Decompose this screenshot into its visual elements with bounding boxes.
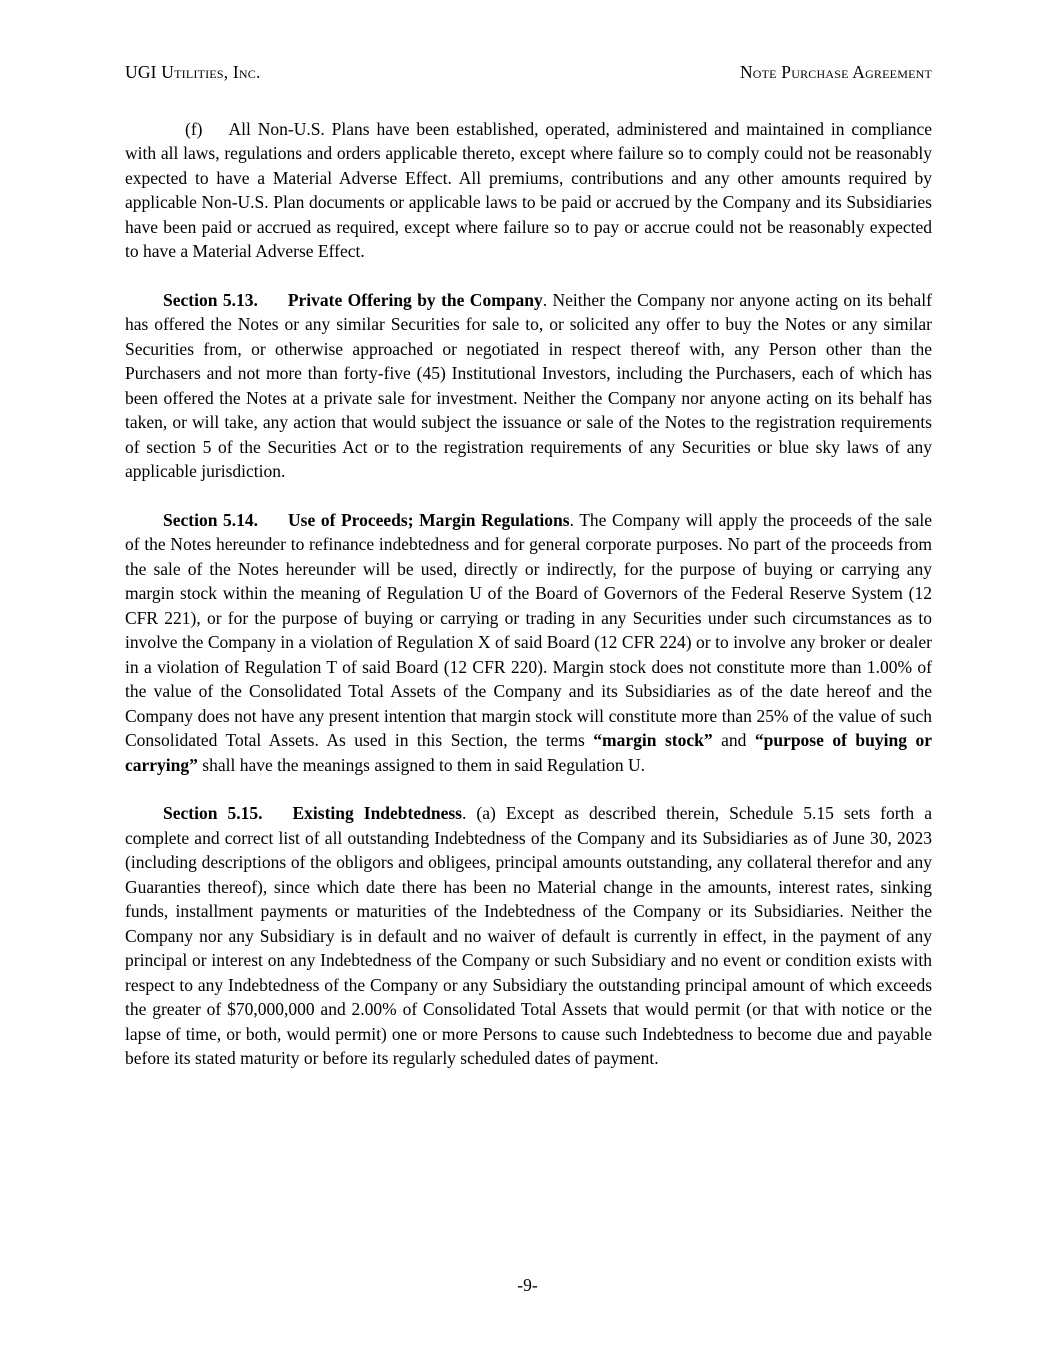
clause-f-text: All Non-U.S. Plans have been established, operated, administered and maintained in compliance with all laws, regulations and orders applicable thereto, except where failure so to comply could not be reasonably expected to have a Material Adverse Effect. All premiums, contributions and any other amounts required by applicable Non-U.S. Plan documents or applicable laws to be paid or accrued by the Company and its Subsidiaries have been paid or accrued as required, except where failure so to pay or accrue could not be reasonably expected to have a Material Adverse Effect. bbox=[125, 118, 932, 261]
section-5-15-paragraph bbox=[125, 801, 932, 1071]
section-5-13-paragraph bbox=[125, 288, 932, 484]
section-5-14-body-run: and bbox=[712, 730, 755, 750]
section-5-15-body: . (a) Except as described therein, Schedule 5.15 sets forth a complete and correct list of all outstanding Indebtedness of the Company and its Subsidiaries as of June 30, 2023 (including descriptions of the obligors and obligees, principal amounts outstanding, any collateral therefor and any Guaranties thereof), since which date there has been no Material change in the amounts, interest rates, sinking funds, installment payments or maturities of the Indebtedness of the Company or its Subsidiaries. Neither the Company nor any Subsidiary is in default and no waiver of default is currently in effect, in the payment of any principal or interest on any Indebtedness of the Company or such Subsidiary and no event or condition exists with respect to any Indebtedness of the Company or any Subsidiary the outstanding principal amount of which exceeds the greater of $70,000,000 and 2.00% of Consolidated Total Assets that would permit (or that with notice or the lapse of time, or both, would permit) one or more Persons to cause such Indebtedness to become due and payable before its stated maturity or before its regularly scheduled dates of payment. bbox=[125, 803, 932, 1068]
section-5-13-number: Section 5.13. bbox=[163, 289, 258, 310]
section-5-14-paragraph bbox=[125, 508, 932, 778]
document-body bbox=[125, 117, 932, 1071]
header-company-name: UGI Utilities, Inc. bbox=[125, 62, 261, 82]
section-5-14-number: Section 5.14. bbox=[163, 509, 259, 530]
document-footer bbox=[0, 1273, 1055, 1298]
section-5-14-body-run: . The Company will apply the proceeds of the sale of the Notes hereunder to refinance indebtedness and for general corporate purposes. No part of the proceeds from the sale of the Notes hereunder will be used, directly or indirectly, for the purpose of buying or carrying any margin stock within the meaning of Regulation U of the Board of Governors of the Federal Reserve System (12 CFR 221), or for the purpose of buying or carrying or trading in any Securities under such circumstances as to involve the Company in a violation of Regulation X of said Board (12 CFR 224) or to involve any broker or dealer in a violation of Regulation T of said Board (12 CFR 220). Margin stock does not constitute more than 1.00% of the value of the Consolidated Total Assets of the Company and its Subsidiaries as of the date hereof and the Company does not have any present intention that margin stock will constitute more than 25% of the value of such Consolidated Total Assets. As used in this Section, the terms bbox=[125, 509, 933, 750]
section-5-13-title: Private Offering by the Company bbox=[287, 289, 543, 310]
section-5-14-title: Use of Proceeds; Margin Regulations bbox=[288, 509, 570, 530]
header-document-title: Note Purchase Agreement bbox=[739, 62, 932, 82]
defined-term-purpose-of-buying: “purpose of buying or carrying” bbox=[125, 730, 932, 775]
defined-term-margin-stock: “margin stock” bbox=[593, 730, 713, 750]
section-5-15-title: Existing Indebtedness bbox=[292, 803, 462, 823]
section-5-14-body-run: shall have the meanings assigned to them in said Regulation U. bbox=[197, 754, 646, 775]
clause-f-paragraph bbox=[125, 117, 932, 264]
clause-f-label: (f) bbox=[185, 118, 203, 139]
page-number: -9- bbox=[517, 1274, 538, 1295]
document-header bbox=[125, 60, 932, 85]
section-5-15-number: Section 5.15. bbox=[163, 803, 263, 823]
section-5-13-body: . Neither the Company nor anyone acting on its behalf has offered the Notes or any similar Securities for sale to, or solicited any offer to buy the Notes or any similar Securities from, or otherwise approached or negotiated in respect thereof with, any Person other than the Purchasers and not more than forty-five (45) Institutional Investors, including the Purchasers, each of which has been offered the Notes at a private sale for investment. Neither the Company nor anyone acting on its behalf has taken, or will take, any action that would subject the issuance or sale of the Notes to the registration requirements of section 5 of the Securities Act or to the registration requirements of any Securities or blue sky laws of any applicable jurisdiction. bbox=[125, 289, 932, 481]
